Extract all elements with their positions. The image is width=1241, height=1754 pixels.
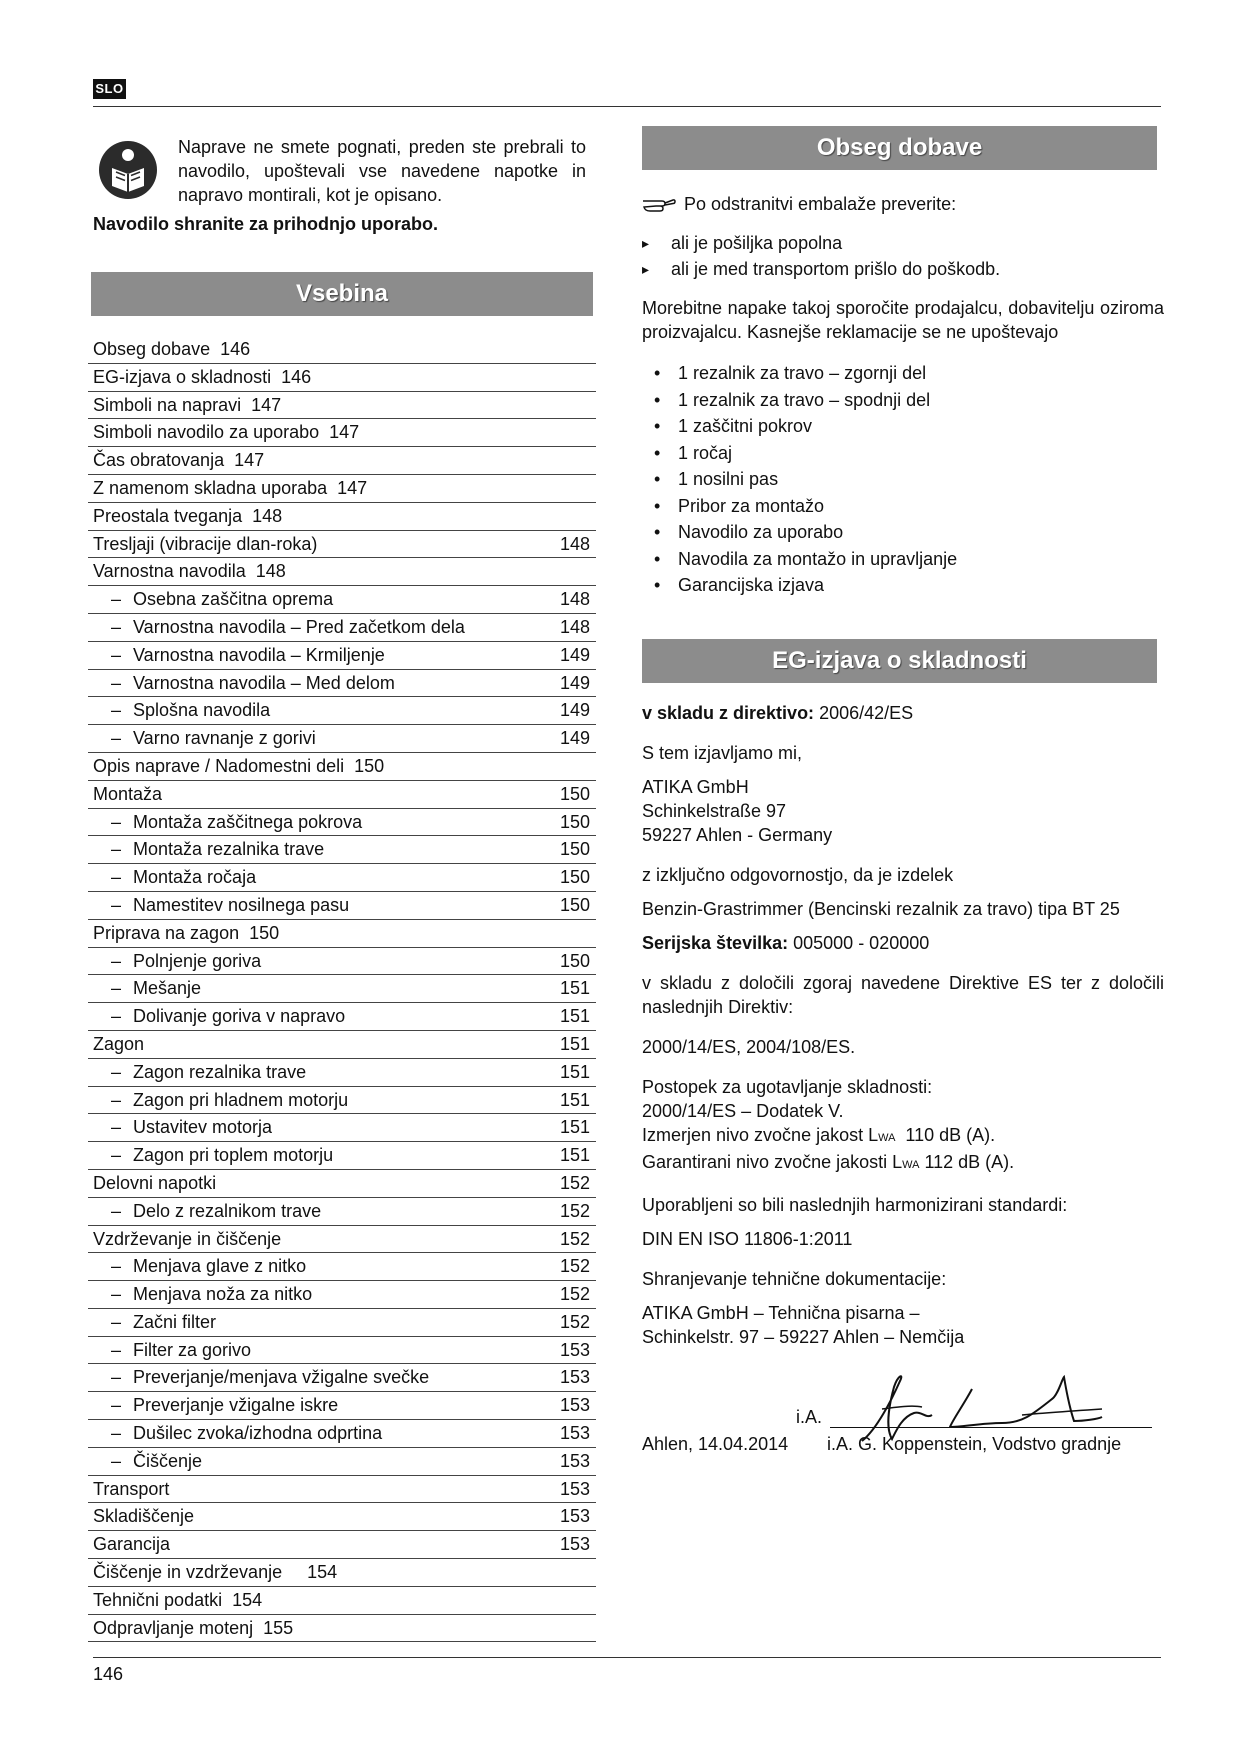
- toc-dash: –: [111, 894, 122, 915]
- toc-page-number: 151: [559, 1145, 590, 1166]
- toc-page-number: 150: [559, 811, 590, 832]
- toc-page-number: 151: [559, 1089, 590, 1110]
- toc-row: [88, 1003, 596, 1031]
- toc-entry: [93, 864, 256, 891]
- toc-row: [88, 1059, 596, 1087]
- toc-row: [88, 531, 596, 559]
- toc-row: [88, 1142, 596, 1170]
- toc-title: Preverjanje/menjava vžigalne svečke: [133, 1367, 430, 1388]
- toc-entry: [93, 697, 270, 724]
- toc-row: [88, 948, 596, 976]
- serial-line: [642, 931, 1164, 955]
- company-name: ATIKA GmbH: [642, 776, 749, 797]
- toc-title: Varnostna navodila 148: [93, 561, 286, 582]
- product-line: Benzin-Grastrimmer (Bencinski rezalnik za travo) tipa BT 25: [642, 898, 1120, 919]
- toc-entry: [93, 670, 395, 697]
- toc-title: Transport: [93, 1478, 170, 1499]
- toc-page-number: 150: [559, 839, 590, 860]
- toc-row: [88, 725, 596, 753]
- toc-row: [88, 697, 596, 725]
- toc-page-number: 153: [559, 1478, 590, 1499]
- toc-page-number: 152: [559, 1228, 590, 1249]
- toc-row: [88, 1309, 596, 1337]
- toc-page-number: 153: [559, 1423, 590, 1444]
- language-badge: SLO: [93, 79, 126, 99]
- toc-title: Simboli na napravi 147: [93, 394, 282, 415]
- toc-page-number: 153: [559, 1450, 590, 1471]
- toc-row: [88, 975, 596, 1003]
- toc-entry: [93, 642, 385, 669]
- toc-title: Vzdrževanje in čiščenje: [93, 1228, 282, 1249]
- pointing-hand-icon: [642, 195, 676, 213]
- toc-title: Odpravljanje motenj 155: [93, 1617, 294, 1638]
- toc-title: Zagon rezalnika trave: [133, 1061, 307, 1082]
- storage-label: Shranjevanje tehnične dokumentacije:: [642, 1268, 947, 1289]
- toc-title: EG-izjava o skladnosti 146: [93, 366, 312, 387]
- standards-label: Uporabljeni so bili naslednjih harmonizirani standardi:: [642, 1194, 1068, 1215]
- toc-entry: [93, 1087, 348, 1114]
- toc-row: [88, 1198, 596, 1226]
- toc-row: [88, 1253, 596, 1281]
- toc-title: Osebna zaščitna oprema: [133, 589, 334, 610]
- toc-dash: –: [111, 1061, 122, 1082]
- intro-text: Naprave ne smete pognati, preden ste prebrali to navodilo, upoštevali vse navedene napotke in napravo montirali, kot je opisano.: [178, 137, 586, 205]
- toc-dash: –: [111, 950, 122, 971]
- toc-page-number: 150: [559, 867, 590, 888]
- toc-entry: [93, 1448, 202, 1475]
- toc-dash: –: [111, 1367, 122, 1388]
- toc-title: Preostala tveganja 148: [93, 505, 283, 526]
- toc-dash: –: [111, 1450, 122, 1471]
- scope-heading: Obseg dobave: [642, 126, 1157, 170]
- toc-page-number: 153: [559, 1534, 590, 1555]
- toc-page-number: 150: [559, 783, 590, 804]
- check-list: [642, 230, 1164, 282]
- toc-title: Polnjenje goriva: [133, 950, 262, 971]
- toc-entry: [93, 614, 465, 641]
- toc-dash: –: [111, 1117, 122, 1138]
- toc-entry: [93, 725, 316, 752]
- toc-title: Varnostna navodila – Krmiljenje: [133, 644, 385, 665]
- directive-value: 2006/42/ES: [819, 702, 914, 723]
- company-street: Schinkelstraße 97: [642, 800, 787, 821]
- toc-row: [88, 392, 596, 420]
- toc-title: Garancija: [93, 1534, 171, 1555]
- serial-label: Serijska številka:: [642, 932, 789, 953]
- toc-entry: [93, 892, 349, 919]
- toc-entry: [93, 1198, 321, 1225]
- toc-dash: –: [111, 1256, 122, 1277]
- toc-row: [88, 1281, 596, 1309]
- conformity-text: v skladu z določili zgoraj navedene Direktive ES ter z določili naslednjih Direktiv:: [642, 972, 1164, 1017]
- measured-noise: [642, 1123, 1164, 1150]
- toc-dash: –: [111, 1089, 122, 1110]
- measured-subscript: WA: [878, 1131, 896, 1144]
- toc-title: Montaža ročaja: [133, 867, 257, 888]
- toc-title: Čiščenje: [133, 1450, 203, 1471]
- toc-title: Namestitev nosilnega pasu: [133, 894, 350, 915]
- signature-area: [642, 1369, 1164, 1459]
- header-rule: [93, 106, 1161, 107]
- toc-dash: –: [111, 1311, 122, 1332]
- toc-entry: [93, 1114, 272, 1141]
- toc-page-number: 149: [559, 672, 590, 693]
- toc-title: Čiščenje in vzdrževanje 154: [93, 1562, 338, 1583]
- toc-title: Priprava na zagon 150: [93, 922, 280, 943]
- toc-page-number: 150: [559, 950, 590, 971]
- toc-row: [88, 642, 596, 670]
- toc-row: [88, 1476, 596, 1504]
- toc-entry: [93, 809, 362, 836]
- measured-label: Izmerjen nivo zvočne jakost L: [642, 1124, 879, 1145]
- toc-entry: [93, 975, 201, 1002]
- measured-value: 110 dB (A).: [895, 1124, 996, 1145]
- toc-row: [88, 614, 596, 642]
- footer-rule: [93, 1657, 1161, 1658]
- guaranteed-value: 112 dB (A).: [919, 1151, 1015, 1172]
- signature-line: [830, 1427, 1152, 1428]
- toc-page-number: 151: [559, 978, 590, 999]
- toc-title: Mešanje: [133, 978, 202, 999]
- toc-page-number: 151: [559, 1061, 590, 1082]
- toc-row: [88, 1559, 596, 1587]
- toc-page-number: 152: [559, 1284, 590, 1305]
- guaranteed-label: Garantirani nivo zvočne jakosti L: [642, 1151, 903, 1172]
- directive-label: v skladu z direktivo:: [642, 702, 815, 723]
- toc-row: [88, 670, 596, 698]
- toc-title: Skladiščenje: [93, 1506, 195, 1527]
- check-item: ▸ ali je med transportom prišlo do poškodb.: [642, 256, 1164, 282]
- toc-page-number: 152: [559, 1311, 590, 1332]
- toc-title: Filter za gorivo: [133, 1339, 252, 1360]
- toc-title: Menjava glave z nitko: [133, 1256, 307, 1277]
- toc-page-number: 153: [559, 1367, 590, 1388]
- storage-line-1: ATIKA GmbH – Tehnična pisarna –: [642, 1302, 920, 1323]
- toc-page-number: 152: [559, 1256, 590, 1277]
- toc-dash: –: [111, 867, 122, 888]
- declaration-heading: EG-izjava o skladnosti: [642, 639, 1157, 683]
- toc-row: [88, 1392, 596, 1420]
- delivery-item: • Navodilo za uporabo: [642, 519, 1164, 546]
- toc-row: [88, 1615, 596, 1643]
- toc-dash: –: [111, 1145, 122, 1166]
- toc-dash: –: [111, 589, 122, 610]
- toc-title: Obseg dobave 146: [93, 339, 251, 359]
- toc-title: Z namenom skladna uporaba 147: [93, 477, 368, 498]
- storage-line-2: Schinkelstr. 97 – 59227 Ahlen – Nemčija: [642, 1326, 965, 1347]
- toc-page-number: 152: [559, 1200, 590, 1221]
- toc-entry: [93, 1003, 345, 1030]
- toc-row: [88, 864, 596, 892]
- toc-title: Dolivanje goriva v napravo: [133, 1006, 346, 1027]
- toc-page-number: 149: [559, 728, 590, 749]
- toc-title: Čas obratovanja 147: [93, 450, 265, 471]
- left-column: [88, 130, 598, 1642]
- toc-row: [88, 1448, 596, 1476]
- toc-page-number: 150: [559, 894, 590, 915]
- place-date: Ahlen, 14.04.2014: [642, 1433, 789, 1454]
- toc-page-number: 149: [559, 700, 590, 721]
- delivery-item: • Pribor za montažo: [642, 493, 1164, 520]
- toc-row: [88, 1420, 596, 1448]
- toc-dash: –: [111, 1423, 122, 1444]
- toc-title: Simboli navodilo za uporabo 147: [93, 422, 360, 443]
- toc-row: [88, 447, 596, 475]
- delivery-item: • Navodila za montažo in upravljanje: [642, 546, 1164, 573]
- toc-dash: –: [111, 978, 122, 999]
- toc-title: Menjava noža za nitko: [133, 1284, 313, 1305]
- toc-row: [88, 336, 596, 364]
- page-number: 146: [93, 1664, 124, 1684]
- toc-title: Montaža rezalnika trave: [133, 839, 325, 860]
- toc-title: Montaža zaščitnega pokrova: [133, 811, 363, 832]
- delivery-item: • Garancijska izjava: [642, 572, 1164, 599]
- delivery-item: • 1 rezalnik za travo – zgornji del: [642, 360, 1164, 387]
- toc-title: Montaža: [93, 783, 163, 804]
- toc-entry: [93, 1337, 251, 1364]
- toc-row: [88, 1031, 596, 1059]
- we-declare: S tem izjavljamo mi,: [642, 742, 803, 763]
- delivery-item: • 1 ročaj: [642, 440, 1164, 467]
- toc-row: [88, 753, 596, 781]
- toc-dash: –: [111, 1200, 122, 1221]
- company-city: 59227 Ahlen - Germany: [642, 824, 833, 845]
- toc-entry: [93, 1059, 306, 1086]
- toc-entry: [93, 1253, 306, 1280]
- delivery-item: • 1 zaščitni pokrov: [642, 413, 1164, 440]
- toc-title: Delovni napotki: [93, 1172, 217, 1193]
- toc-row: [88, 1114, 596, 1142]
- toc-entry: [93, 1281, 312, 1308]
- toc-row: [88, 558, 596, 586]
- toc-row: [88, 1170, 596, 1198]
- check-item: ▸ ali je pošiljka popolna: [642, 230, 1164, 256]
- toc-page-number: 153: [559, 1395, 590, 1416]
- toc-title: Preverjanje vžigalne iskre: [133, 1395, 339, 1416]
- toc-row: [88, 586, 596, 614]
- check-intro-text: Po odstranitvi embalaže preverite:: [684, 194, 957, 214]
- guaranteed-noise: [642, 1150, 1164, 1177]
- toc-row: [88, 920, 596, 948]
- toc-entry: [93, 1364, 429, 1391]
- toc-row: [88, 1503, 596, 1531]
- toc-title: Tehnični podatki 154: [93, 1589, 263, 1610]
- read-manual-icon: [98, 140, 158, 200]
- toc-title: Tresljaji (vibracije dlan-roka): [93, 533, 318, 554]
- intro-block: [88, 130, 598, 214]
- toc-row: [88, 1337, 596, 1365]
- check-intro-line: [642, 192, 1164, 216]
- toc-entry: [93, 1420, 382, 1447]
- toc-entry: [93, 1392, 338, 1419]
- responsibility-line: z izključno odgovornostjo, da je izdelek: [642, 864, 954, 885]
- serial-value: 005000 - 020000: [793, 932, 930, 953]
- toc-page-number: 153: [559, 1339, 590, 1360]
- toc-title: Zagon: [93, 1033, 145, 1054]
- toc-dash: –: [111, 616, 122, 637]
- toc-title: Delo z rezalnikom trave: [133, 1200, 322, 1221]
- toc-dash: –: [111, 700, 122, 721]
- toc-dash: –: [111, 839, 122, 860]
- standards-value: DIN EN ISO 11806-1:2011: [642, 1228, 853, 1249]
- toc-entry: [93, 1309, 216, 1336]
- toc-page-number: 148: [559, 616, 590, 637]
- guaranteed-subscript: WA: [902, 1158, 920, 1171]
- toc-page-number: 152: [559, 1172, 590, 1193]
- toc-row: [88, 1364, 596, 1392]
- toc-title: Splošna navodila: [133, 700, 271, 721]
- toc-row: [88, 1087, 596, 1115]
- toc-title: Dušilec zvoka/izhodna odprtina: [133, 1423, 383, 1444]
- right-column: [642, 126, 1164, 1459]
- toc-entry: [93, 1142, 333, 1169]
- toc-row: [88, 364, 596, 392]
- toc-dash: –: [111, 1284, 122, 1305]
- toc-row: [88, 781, 596, 809]
- toc-entry: [93, 586, 333, 613]
- toc-row: [88, 836, 596, 864]
- toc-dash: –: [111, 1395, 122, 1416]
- toc-title: Ustavitev motorja: [133, 1117, 273, 1138]
- toc-row: [88, 1226, 596, 1254]
- toc-page-number: 153: [559, 1506, 590, 1527]
- ia-label: i.A.: [796, 1406, 823, 1427]
- toc-title: Opis naprave / Nadomestni deli 150: [93, 755, 385, 776]
- signer-name: i.A. G. Koppenstein, Vodstvo gradnje: [827, 1433, 1122, 1454]
- delivery-items: [642, 360, 1164, 599]
- delivery-item: • 1 nosilni pas: [642, 466, 1164, 493]
- toc-page-number: 151: [559, 1006, 590, 1027]
- delivery-item: • 1 rezalnik za travo – spodnji del: [642, 387, 1164, 414]
- toc-page-number: 148: [559, 589, 590, 610]
- toc-dash: –: [111, 1339, 122, 1360]
- toc-page-number: 148: [559, 533, 590, 554]
- toc-title: Varnostna navodila – Med delom: [133, 672, 395, 693]
- toc-title: Varnostna navodila – Pred začetkom dela: [133, 616, 465, 637]
- toc-row: [88, 1531, 596, 1559]
- toc-row: [88, 1587, 596, 1615]
- toc-page-number: 151: [559, 1033, 590, 1054]
- toc-dash: –: [111, 644, 122, 665]
- toc-heading: Vsebina: [91, 272, 593, 316]
- toc-dash: –: [111, 728, 122, 749]
- toc-page-number: 149: [559, 644, 590, 665]
- toc-title: Začni filter: [133, 1311, 217, 1332]
- table-of-contents: [88, 336, 596, 1642]
- toc-dash: –: [111, 672, 122, 693]
- procedure-value: 2000/14/ES – Dodatek V.: [642, 1100, 844, 1121]
- toc-page-number: 151: [559, 1117, 590, 1138]
- toc-entry: [93, 836, 324, 863]
- toc-dash: –: [111, 811, 122, 832]
- toc-title: Zagon pri toplem motorju: [133, 1145, 334, 1166]
- toc-row: [88, 475, 596, 503]
- directives-list: 2000/14/ES, 2004/108/ES.: [642, 1036, 856, 1057]
- toc-dash: –: [111, 1006, 122, 1027]
- directive-line: [642, 701, 1164, 725]
- procedure-label: Postopek za ugotavljanje skladnosti:: [642, 1076, 933, 1097]
- toc-row: [88, 809, 596, 837]
- toc-row: [88, 503, 596, 531]
- complaint-notice: Morebitne napake takoj sporočite prodajalcu, dobavitelju oziroma proizvajalcu. Kasnejše reklamacije se ne upoštevajo: [642, 298, 1164, 342]
- toc-entry: [93, 948, 261, 975]
- toc-row: [88, 892, 596, 920]
- toc-row: [88, 419, 596, 447]
- toc-title: Varno ravnanje z gorivi: [133, 728, 316, 749]
- toc-title: Zagon pri hladnem motorju: [133, 1089, 349, 1110]
- intro-keep-notice: Navodilo shranite za prihodnjo uporabo.: [93, 214, 439, 234]
